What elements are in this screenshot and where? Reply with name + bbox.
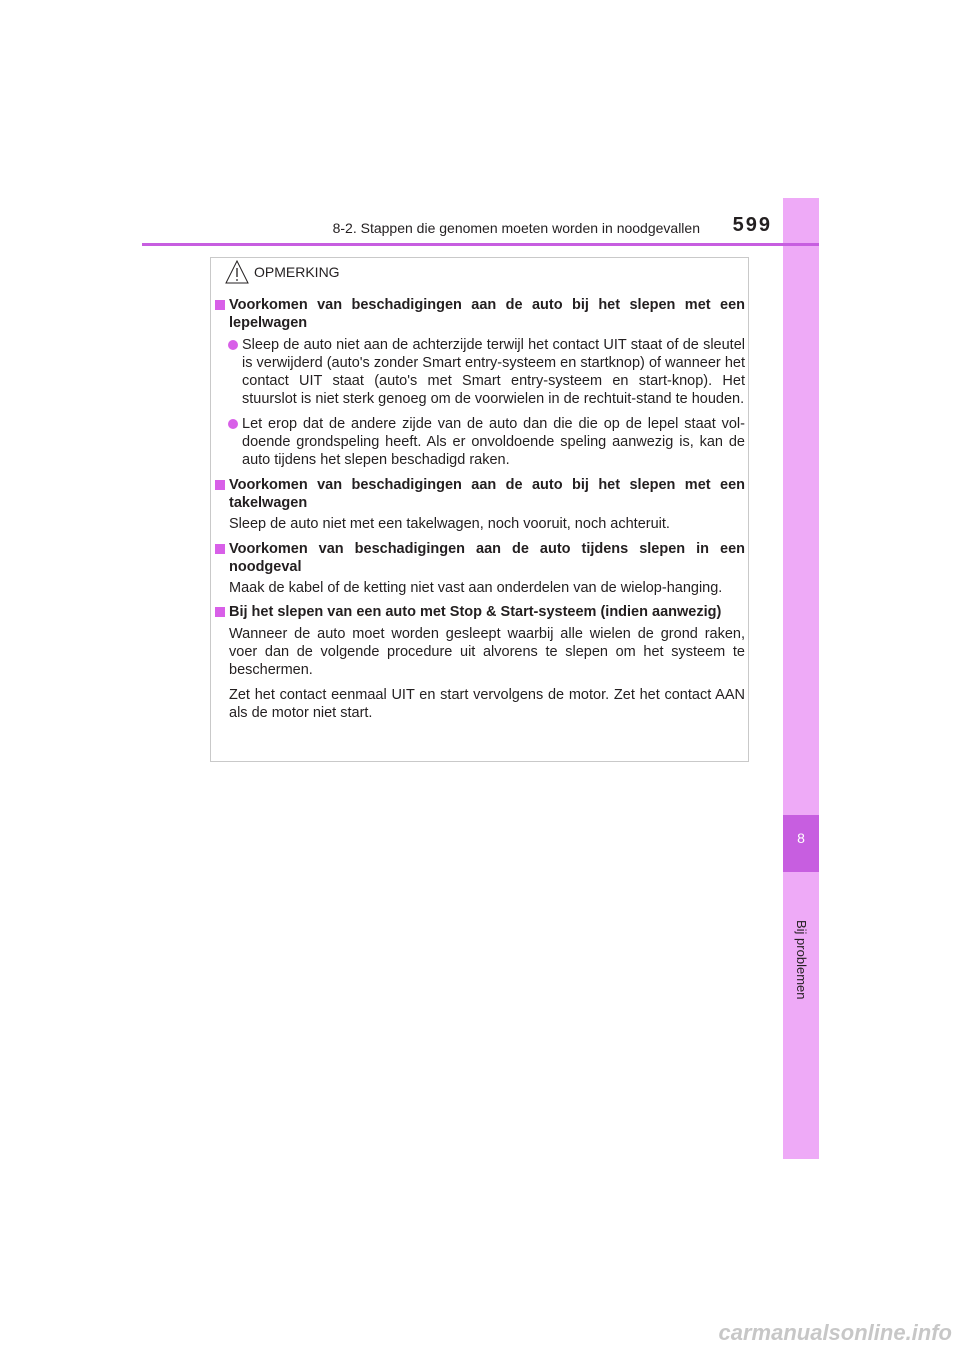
paragraph: Sleep de auto niet met een takelwagen, noch vooruit, noch achteruit.: [229, 516, 670, 533]
chapter-number: 8: [797, 830, 805, 846]
side-tab: [783, 198, 819, 1159]
section-header: 8-2. Stappen die genomen moeten worden in noodgevallen: [332, 220, 700, 236]
list-item: Sleep de auto niet aan de achterzijde terwijl het contact UIT staat of de sleutel is verwijderd (auto's zonder Smart entry-systeem en startknop) of wanneer het contact UIT staat (auto's met Smart entry-systeem en start-knop). Het stuurslot is niet sterk genoeg om de voorwielen in de rechtuit-stand te houden.: [213, 336, 745, 409]
section-title: Bij het slepen van een auto met Stop & Start-systeem (indien aanwezig): [213, 603, 745, 621]
section-title: Voorkomen van beschadigingen aan de auto tijdens slepen in een noodgeval: [213, 540, 745, 577]
section-title: Voorkomen van beschadigingen aan de auto bij het slepen met een takelwagen: [213, 476, 745, 513]
square-bullet-icon: [215, 607, 225, 617]
circle-bullet-icon: [228, 419, 238, 429]
watermark: carmanualsonline.info: [718, 1320, 952, 1345]
square-bullet-icon: [215, 544, 225, 554]
list-item: Let erop dat de andere zijde van de auto dan die die op de lepel staat vol-doende grondspeling heeft. Als er onvoldoende speling aanwezig is, kan de auto tijdens het slepen beschadigd raken.: [213, 415, 745, 470]
notice-content: [213, 296, 745, 722]
paragraph: Zet het contact eenmaal UIT en start vervolgens de motor. Zet het contact AAN als de motor niet start.: [229, 686, 745, 721]
notice-label: OPMERKING: [254, 264, 340, 280]
page-number: 599: [732, 214, 772, 236]
section-title: Voorkomen van beschadigingen aan de auto bij het slepen met een lepelwagen: [213, 296, 745, 333]
chapter-title: Bij problemen: [794, 920, 809, 1000]
header-rule: [142, 243, 819, 246]
circle-bullet-icon: [228, 340, 238, 350]
paragraph: Wanneer de auto moet worden gesleept waarbij alle wielen de grond raken, voer dan de volgende procedure uit alvorens te slepen om het systeem te beschermen.: [229, 625, 745, 679]
warning-icon: [224, 259, 250, 285]
square-bullet-icon: [215, 300, 225, 310]
paragraph: Maak de kabel of de ketting niet vast aan onderdelen van de wielop-hanging.: [229, 580, 723, 597]
square-bullet-icon: [215, 480, 225, 490]
